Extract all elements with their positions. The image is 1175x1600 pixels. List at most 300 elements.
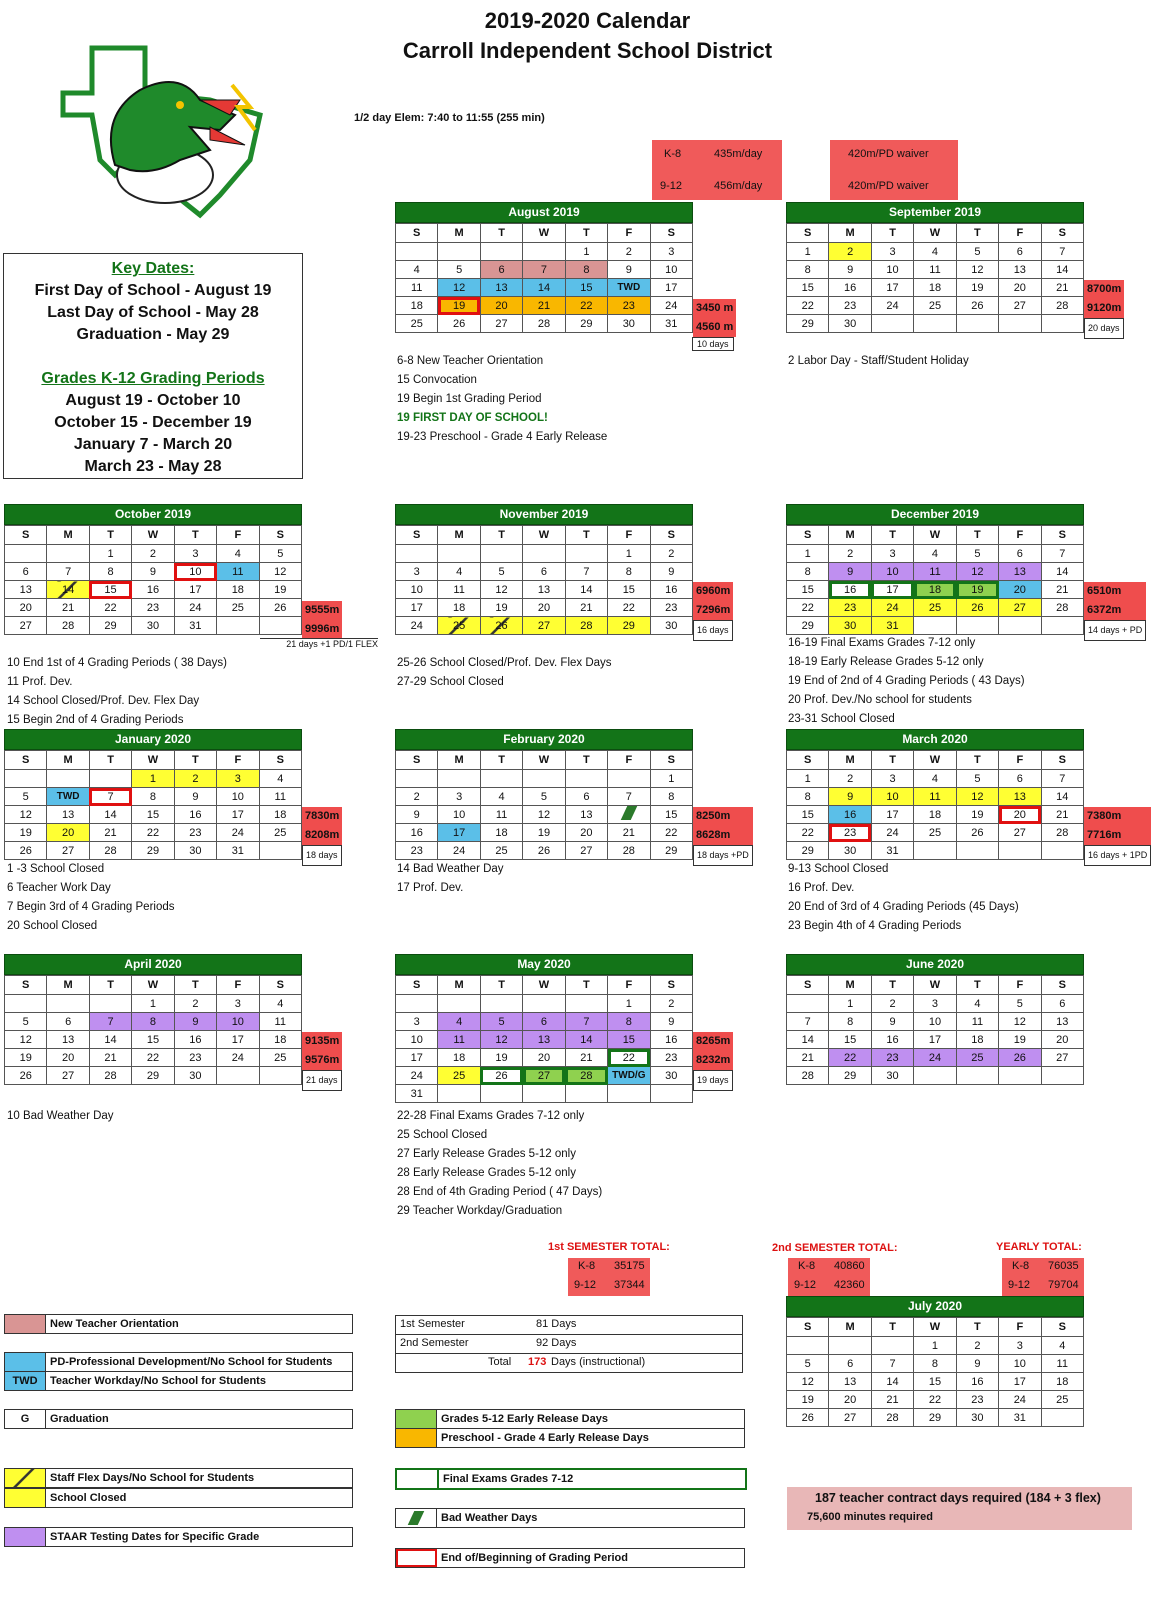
note-line: 14 Bad Weather Day <box>397 863 504 875</box>
day-cell: 24 <box>217 824 259 842</box>
day-cell: 20 <box>829 1391 871 1409</box>
day-cell: 12 <box>787 1373 829 1391</box>
note-line: 10 End 1st of 4 Grading Periods ( 38 Days) <box>7 657 227 669</box>
day-cell: 26 <box>438 315 480 333</box>
day-cell: 28 <box>89 842 131 860</box>
day-cell: 8 <box>787 563 829 581</box>
minutes-value: 19 days <box>693 1070 733 1091</box>
minutes-value <box>1084 1393 1090 1412</box>
day-cell: 30 <box>132 617 174 635</box>
day-cell: 4 <box>438 563 480 581</box>
day-cell: 10 <box>396 1031 438 1049</box>
day-cell: 15 <box>565 279 607 297</box>
day-cell: 13 <box>523 581 565 599</box>
day-cell <box>438 995 480 1013</box>
day-cell: 21 <box>1041 581 1083 599</box>
day-cell <box>438 545 480 563</box>
day-cell: 27 <box>5 617 47 635</box>
day-cell: 10 <box>871 563 913 581</box>
day-cell: 4 <box>396 261 438 279</box>
weekday-header: M <box>438 976 480 995</box>
day-cell: 4 <box>914 770 956 788</box>
day-cell <box>608 806 650 824</box>
day-cell: 1 <box>914 1337 956 1355</box>
weekday-header: S <box>259 751 301 770</box>
day-cell: 10 <box>217 788 259 806</box>
month-header: March 2020 <box>786 729 1084 750</box>
day-cell: 20 <box>47 824 89 842</box>
day-cell <box>217 1067 259 1085</box>
k8-label: K-8 <box>578 1260 596 1272</box>
day-cell: 9 <box>956 1355 998 1373</box>
day-cell: 9 <box>174 788 216 806</box>
weekday-header: T <box>565 751 607 770</box>
weekday-header: M <box>829 224 871 243</box>
district-name: Carroll Independent School District <box>402 38 773 63</box>
month-header: February 2020 <box>395 729 693 750</box>
day-cell: 26 <box>787 1409 829 1427</box>
day-cell: 28 <box>1041 824 1083 842</box>
day-cell: 14 <box>1041 563 1083 581</box>
day-cell: 21 <box>1041 279 1083 297</box>
note-line: 28 Early Release Grades 5-12 only <box>397 1167 576 1179</box>
weekday-header: T <box>480 526 522 545</box>
weekday-header: F <box>608 751 650 770</box>
half-day-note: 1/2 day Elem: 7:40 to 11:55 (255 min) <box>354 112 545 124</box>
day-cell: 12 <box>438 279 480 297</box>
day-cell: 27 <box>1041 1049 1083 1067</box>
day-cell: 2 <box>829 243 871 261</box>
day-cell: 20 <box>47 1049 89 1067</box>
k8-label: K-8 <box>798 1260 816 1272</box>
weekday-header: T <box>956 526 998 545</box>
weekday-header: F <box>217 526 259 545</box>
day-cell: 10 <box>871 788 913 806</box>
note-line: 7 Begin 3rd of 4 Grading Periods <box>7 901 175 913</box>
waiver-label: 420m/PD waiver <box>848 148 929 160</box>
day-cell: 10 <box>999 1355 1041 1373</box>
day-cell: 16 <box>829 279 871 297</box>
minutes-value <box>302 544 342 563</box>
day-cell: 16 <box>956 1373 998 1391</box>
day-cell <box>565 770 607 788</box>
day-cell: 10 <box>174 563 216 581</box>
day-cell: 17 <box>396 1049 438 1067</box>
month-calendar <box>786 202 1084 333</box>
minutes-value <box>1084 1070 1090 1089</box>
weekday-header: W <box>132 976 174 995</box>
day-cell: 3 <box>871 770 913 788</box>
weekday-header: F <box>999 1318 1041 1337</box>
minutes-value <box>302 788 342 807</box>
month-header: August 2019 <box>395 202 693 223</box>
legend-preschool-early-release: Preschool - Grade 4 Early Release Days <box>395 1428 745 1448</box>
day-cell: 23 <box>871 1049 913 1067</box>
day-cell: 17 <box>999 1373 1041 1391</box>
minutes-value: 8265m <box>693 1032 733 1051</box>
day-cell: 15 <box>89 581 131 599</box>
weekday-header: S <box>787 224 829 243</box>
day-cell: 5 <box>438 261 480 279</box>
day-cell: 17 <box>871 581 913 599</box>
weekday-header: T <box>565 526 607 545</box>
weekday-header: T <box>956 224 998 243</box>
day-cell: 10 <box>871 261 913 279</box>
day-cell <box>608 1085 650 1103</box>
day-cell: 19 <box>480 1049 522 1067</box>
day-cell <box>47 995 89 1013</box>
day-cell: 6 <box>565 788 607 806</box>
month-calendar <box>786 954 1084 1085</box>
day-cell: 25 <box>956 1049 998 1067</box>
day-cell: 24 <box>871 297 913 315</box>
day-cell <box>956 1067 998 1085</box>
day-cell: 22 <box>608 599 650 617</box>
weekday-header: T <box>480 224 522 243</box>
day-cell: 8 <box>608 1013 650 1031</box>
weekday-header: S <box>396 526 438 545</box>
weekday-header: T <box>480 976 522 995</box>
minutes-value <box>302 1013 342 1032</box>
day-cell: 12 <box>480 1031 522 1049</box>
day-cell: 30 <box>608 315 650 333</box>
note-line: 25 School Closed <box>397 1129 488 1141</box>
day-cell: 30 <box>871 1067 913 1085</box>
day-cell: 28 <box>608 842 650 860</box>
day-cell <box>650 1085 692 1103</box>
minutes-column <box>302 994 342 1091</box>
day-cell: 22 <box>132 1049 174 1067</box>
day-cell: 15 <box>914 1373 956 1391</box>
month-calendar <box>786 1296 1084 1427</box>
day-cell: 28 <box>1041 297 1083 315</box>
day-cell: 12 <box>480 581 522 599</box>
day-cell <box>523 243 565 261</box>
month-calendar <box>395 954 693 1103</box>
day-cell: 22 <box>132 824 174 842</box>
day-cell: 25 <box>438 1067 480 1085</box>
day-cell: 11 <box>914 788 956 806</box>
key-dates-box <box>3 253 303 479</box>
weekday-header: T <box>871 224 913 243</box>
day-cell <box>438 243 480 261</box>
minutes-column <box>693 242 736 337</box>
minutes-value <box>302 582 342 601</box>
note-line: 14 School Closed/Prof. Dev. Flex Day <box>7 695 200 707</box>
day-cell: 16 <box>829 581 871 599</box>
day-cell <box>1041 1409 1083 1427</box>
day-cell: 18 <box>914 806 956 824</box>
day-cell: 11 <box>438 1031 480 1049</box>
day-cell: TWD <box>47 788 89 806</box>
minutes-value: 8628m <box>693 826 753 845</box>
weekday-header: T <box>174 526 216 545</box>
day-cell <box>1041 1067 1083 1085</box>
day-cell: 3 <box>217 995 259 1013</box>
grading-period-line: January 7 - March 20 <box>73 436 233 453</box>
day-cell: 8 <box>132 1013 174 1031</box>
day-cell: 24 <box>174 599 216 617</box>
day-cell: 19 <box>480 599 522 617</box>
day-cell: 18 <box>1041 1373 1083 1391</box>
day-cell: 26 <box>480 1067 522 1085</box>
day-cell: 6 <box>1041 995 1083 1013</box>
grading-period-line: August 19 - October 10 <box>65 392 241 409</box>
note-line: 11 Prof. Dev. <box>7 676 73 688</box>
day-cell: 9 <box>608 261 650 279</box>
day-cell: 13 <box>1041 1013 1083 1031</box>
day-cell: 1 <box>89 545 131 563</box>
day-cell <box>956 842 998 860</box>
day-cell: 6 <box>5 563 47 581</box>
day-cell: 24 <box>914 1049 956 1067</box>
day-cell: 7 <box>1041 545 1083 563</box>
day-cell: 1 <box>608 545 650 563</box>
day-cell: 6 <box>523 563 565 581</box>
day-cell: 3 <box>914 995 956 1013</box>
day-cell: 7 <box>608 788 650 806</box>
day-cell: 14 <box>1041 261 1083 279</box>
weekday-header: S <box>1041 1318 1083 1337</box>
day-cell: 17 <box>217 1031 259 1049</box>
day-cell: 20 <box>565 824 607 842</box>
day-cell: 19 <box>787 1391 829 1409</box>
day-cell: 12 <box>956 788 998 806</box>
year-total-box <box>1002 1258 1084 1296</box>
minutes-value <box>693 563 733 582</box>
day-cell: 5 <box>787 1355 829 1373</box>
day-cell: 31 <box>650 315 692 333</box>
day-cell: 1 <box>829 995 871 1013</box>
day-cell: 14 <box>47 581 89 599</box>
day-cell: 20 <box>5 599 47 617</box>
minutes-value: 8208m <box>302 826 342 845</box>
day-cell: 25 <box>914 824 956 842</box>
note-line: 23-31 School Closed <box>788 713 895 725</box>
minutes-per-day-box <box>652 140 782 200</box>
note-line: 15 Convocation <box>397 374 477 386</box>
day-cell: 29 <box>787 315 829 333</box>
legend-new-teacher-orientation: New Teacher Orientation <box>4 1314 353 1334</box>
minutes-column <box>693 769 753 866</box>
day-cell: 5 <box>480 1013 522 1031</box>
note-line: 25-26 School Closed/Prof. Dev. Flex Days <box>397 657 612 669</box>
weekday-header: M <box>47 976 89 995</box>
weekday-header: W <box>523 526 565 545</box>
day-cell <box>480 770 522 788</box>
month-notes <box>7 860 175 936</box>
day-cell: 2 <box>829 770 871 788</box>
day-cell: 19 <box>259 581 301 599</box>
day-cell: 6 <box>999 770 1041 788</box>
weekday-header: T <box>871 526 913 545</box>
day-cell: 27 <box>47 842 89 860</box>
hs-label: 9-12 <box>794 1279 817 1291</box>
day-cell <box>914 617 956 635</box>
day-cell: 24 <box>396 617 438 635</box>
minutes-value <box>693 1013 733 1032</box>
month-notes <box>7 654 227 730</box>
day-cell <box>47 770 89 788</box>
note-line: 19 FIRST DAY OF SCHOOL! <box>397 412 548 424</box>
day-cell: 8 <box>829 1013 871 1031</box>
day-cell <box>523 995 565 1013</box>
weekday-header: S <box>1041 976 1083 995</box>
note-line: 15 Begin 2nd of 4 Grading Periods <box>7 714 184 726</box>
minutes-value <box>1084 1032 1090 1051</box>
day-cell: 19 <box>5 824 47 842</box>
weekday-header: T <box>956 1318 998 1337</box>
day-cell: 18 <box>956 1031 998 1049</box>
weekday-header: M <box>829 1318 871 1337</box>
note-line: 20 Prof. Dev./No school for students <box>788 694 972 706</box>
day-cell <box>1041 842 1083 860</box>
day-cell: 28 <box>1041 599 1083 617</box>
day-cell: 18 <box>914 279 956 297</box>
weekday-header: F <box>608 976 650 995</box>
weekday-header: T <box>565 224 607 243</box>
day-cell: 29 <box>565 315 607 333</box>
legend-early-release-5-12: Grades 5-12 Early Release Days <box>395 1409 745 1429</box>
day-cell: 27 <box>565 842 607 860</box>
day-cell: 4 <box>259 995 301 1013</box>
minutes-column <box>693 544 733 641</box>
day-cell: 12 <box>5 806 47 824</box>
minutes-required-line: 75,600 minutes required <box>807 1511 933 1523</box>
weekday-header: S <box>396 224 438 243</box>
day-cell <box>956 315 998 333</box>
weekday-header: T <box>480 751 522 770</box>
note-line: 19 End of 2nd of 4 Grading Periods ( 43 Days) <box>788 675 1025 687</box>
day-cell: 19 <box>523 824 565 842</box>
note-line: 20 School Closed <box>7 920 98 932</box>
day-cell: 22 <box>787 599 829 617</box>
minutes-column <box>1084 242 1124 339</box>
day-cell: 27 <box>999 824 1041 842</box>
day-cell: 1 <box>787 770 829 788</box>
day-cell: 20 <box>999 279 1041 297</box>
weekday-header: M <box>438 526 480 545</box>
day-cell <box>565 545 607 563</box>
day-cell: 31 <box>871 842 913 860</box>
day-cell: 21 <box>47 599 89 617</box>
day-cell: 24 <box>217 1049 259 1067</box>
day-cell: 29 <box>829 1067 871 1085</box>
day-cell: 21 <box>89 824 131 842</box>
day-cell: 14 <box>871 1373 913 1391</box>
day-cell: 4 <box>438 1013 480 1031</box>
minutes-value: 9555m <box>302 601 342 620</box>
day-cell: 25 <box>259 1049 301 1067</box>
day-cell <box>565 995 607 1013</box>
day-cell: 18 <box>259 806 301 824</box>
month-notes <box>397 352 607 447</box>
month-notes <box>397 860 504 898</box>
day-cell: 14 <box>1041 788 1083 806</box>
day-cell: 6 <box>829 1355 871 1373</box>
weekday-header: M <box>47 526 89 545</box>
day-cell: 7 <box>565 563 607 581</box>
k8-minutes: 435m/day <box>714 148 763 160</box>
weekday-header: S <box>5 526 47 545</box>
legend-bad-weather: Bad Weather Days <box>395 1508 745 1528</box>
day-cell: 6 <box>523 1013 565 1031</box>
day-cell: 10 <box>438 806 480 824</box>
day-cell: 1 <box>787 243 829 261</box>
day-cell <box>5 545 47 563</box>
day-cell: 8 <box>787 788 829 806</box>
weekday-header: S <box>650 526 692 545</box>
day-cell: 19 <box>999 1031 1041 1049</box>
year-hs-total: 79704 <box>1048 1279 1079 1291</box>
day-cell: 5 <box>956 545 998 563</box>
day-cell <box>47 545 89 563</box>
day-cell: 27 <box>523 617 565 635</box>
minutes-value <box>693 788 753 807</box>
weekday-header: M <box>829 976 871 995</box>
day-cell: 9 <box>829 563 871 581</box>
day-cell: 21 <box>1041 806 1083 824</box>
day-cell: 26 <box>5 1067 47 1085</box>
instructional-days-table <box>395 1315 743 1373</box>
weekday-header: T <box>871 976 913 995</box>
minutes-value: 7716m <box>1084 826 1151 845</box>
month-calendar <box>4 504 302 635</box>
page-title: 2019-2020 Calendar <box>484 8 691 33</box>
day-cell: 3 <box>438 788 480 806</box>
note-line: 29 Teacher Workday/Graduation <box>397 1205 563 1217</box>
day-cell: 28 <box>787 1067 829 1085</box>
day-cell: 12 <box>956 563 998 581</box>
minutes-value <box>1084 242 1124 261</box>
day-cell: 30 <box>829 315 871 333</box>
day-cell: 5 <box>523 788 565 806</box>
weekday-header: W <box>914 224 956 243</box>
day-cell <box>259 617 301 635</box>
note-line: 27-29 School Closed <box>397 676 504 688</box>
month-calendar <box>786 729 1084 860</box>
day-cell: 26 <box>523 842 565 860</box>
minutes-value: 8250m <box>693 807 753 826</box>
day-cell: 2 <box>650 545 692 563</box>
weekday-header: M <box>829 526 871 545</box>
day-cell <box>480 1085 522 1103</box>
day-cell: 5 <box>999 995 1041 1013</box>
day-cell: 18 <box>438 599 480 617</box>
note-line: 2 Labor Day - Staff/Student Holiday <box>788 355 969 367</box>
day-cell: 3 <box>871 243 913 261</box>
legend-professional-development: PD-Professional Development/No School for Students <box>4 1352 353 1372</box>
month-header: May 2020 <box>395 954 693 975</box>
weekday-header: T <box>89 751 131 770</box>
day-cell: 29 <box>787 617 829 635</box>
day-cell <box>480 995 522 1013</box>
grading-period-line: March 23 - May 28 <box>84 458 222 475</box>
minutes-value <box>693 994 733 1013</box>
day-cell: 3 <box>174 545 216 563</box>
day-cell: 1 <box>132 770 174 788</box>
day-cell: 13 <box>999 788 1041 806</box>
day-cell: 26 <box>259 599 301 617</box>
day-cell: 26 <box>999 1049 1041 1067</box>
day-cell: 11 <box>914 261 956 279</box>
weekday-header: S <box>396 976 438 995</box>
sem1-label: 1st Semester <box>400 1318 465 1330</box>
day-cell: 2 <box>132 545 174 563</box>
minutes-column <box>693 994 733 1091</box>
weekday-header: F <box>999 224 1041 243</box>
weekday-header: S <box>650 224 692 243</box>
